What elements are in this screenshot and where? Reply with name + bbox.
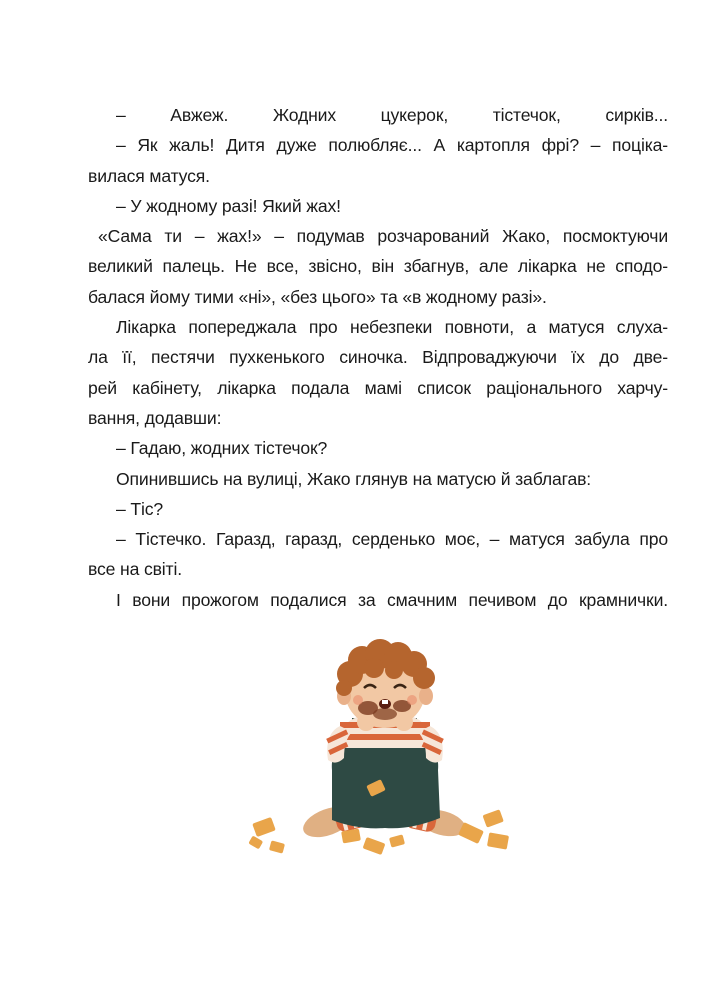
text-line: рей кабінету, лікарка подала мамі список раціонального харчу- [88,377,668,398]
text-line: – У жодному разі! Який жах! [116,195,341,216]
text-line: вилася матуся. [88,165,210,186]
boy-eating-cookies-illustration [240,630,530,870]
text-line: – Тіс? [116,498,164,519]
story-text [88,100,668,615]
text-line: «Сама ти – жах!» – подумав розчарований Жако, посмоктуючи [98,226,668,247]
text-line: – Як жаль! Дитя дуже полюбляє... А картопля фрі? – поціка- [116,135,668,156]
text-line: – Авжеж. Жодних цукерок, тістечок, сирків... [116,105,668,125]
text-line: балася йому тими «ні», «без цього» та «в жодному разі». [88,286,547,307]
text-line: вання, додавши: [88,407,222,428]
text-line: ла її, пестячи пухкенького синочка. Відпроваджуючи їх до две- [88,347,668,368]
text-line: великий палець. Не все, звісно, він збагнув, але лікарка не сподо- [88,256,668,277]
text-line: – Тістечко. Гаразд, гаразд, серденько моє, – матуся забула про [116,529,668,550]
text-line: – Гадаю, жодних тістечок? [116,438,328,459]
text-line: І вони прожогом подалися за смачним печивом до крамнички. [116,589,668,610]
text-line: Лікарка попереджала про небезпеки повноти, а матуся слуха- [116,317,668,338]
text-line: все на світі. [88,559,182,580]
text-line: Опинившись на вулиці, Жако глянув на матусю й заблагав: [116,468,592,489]
